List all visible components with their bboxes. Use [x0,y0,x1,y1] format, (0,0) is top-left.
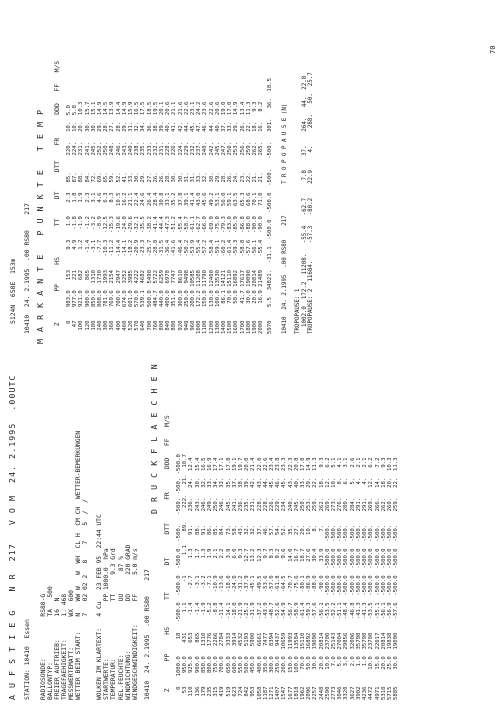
launch-fields [40,431,139,700]
ascent-title: A U F S T I E G N R 217 V O M 24. 2.1995 .00UTC [7,374,17,700]
table-row: 940 250.0 9498 -50.2 -58.7 39.1 31. 229. 44. 22.6 [183,101,190,334]
table-row: 520 601.0 3985 -18.2 -29.6 21.1 33. 240. 31. 15.9 [128,101,135,334]
table-row: 1407 250.0 9437 -52.6 -61.8 9.2 54. 229. 46. 23.8 [275,457,282,700]
table-row: 180 850.0 1310 -3.1 -3.2 3.1 72. 245. 30. 15.1 [90,101,97,334]
table-row: 315 750.0 2266 -8.8 -10.9 2.1 85. 250. 34. 17.4 [213,457,220,700]
table-row: 360 769.6 2154 -11.2 -15.3 8.3 59. 248. 27. 13.9 [109,101,116,334]
table-row: 800 440.0 6259 -31.5 -44.4 30.8 26. 231. 39. 20.1 [159,101,166,334]
table-row: 842 500.0 5193 -25.2 -37.9 12.7 32. 235. 39. 20.0 [244,457,251,700]
table-row: 2448 20.0 20814 -56.1 -90.0 33.9 7. 262. 18. 9.3 [318,457,325,700]
table-row: 136 900.0 865 -1.4 -3.1 1.7 88. 243. 30. 15.4 [194,457,201,700]
table-row: 2096 50.0 16892 -59.3 -86.9 27.6 10. 253. 29. 14.9 [306,457,313,700]
table-row: 2000 16.9 21489 -55.4 -90.0 71.0 21. 265. 16. 8.2 [258,101,265,334]
main-table-columns: Z PP HS TT DT DTT FR DDD FF M/S [163,415,171,700]
tropo-line: TROPOPAUSE: 1 [295,288,302,334]
table-row: 1700 41.7 17617 -58.8 -86.8 65.3 23. 256. 26. 13.4 [239,101,246,334]
significant-points-table [66,102,265,334]
table-row: 235 800.0 1776 -5.2 -7.1 1.9 86. 249. 33. 16.9 [207,457,214,700]
field-line: BALLONTYP: TA 500 [47,586,55,700]
main-table-title: D R U C K F L A E C H E N [149,363,159,514]
table-row: 2773 7.0 25143 -52.2 -500.0 -500.0 -500. 273. 10. 5.1 [331,457,338,700]
table-row: 4236 1.0 35798 -41.3 -500.0 -500.0 -500. 291. 4. 2.1 [362,457,369,700]
table-row: 179 850.0 1310 -1.9 -3.2 1.3 91. 246. 32. 16.5 [200,457,207,700]
tropopause-block [282,72,315,334]
significant-points-last-row: 5970 5.5 34821. -31.1 -500.0 -500.0 -500. -500. 301. 36. 18.5 [267,78,273,334]
table-row: 47 977.0 221 4.9 -1.8 1.8 87. 224. 10. 5.8 [72,104,79,334]
table-row: 3046 5.0 27004 -51.1 -500.0 -500.0 -500. 276. 8. 4.1 [337,457,344,700]
table-row: 623 600.0 3914 -18.0 -24.0 6.0 58. 241. 37. 19.1 [231,457,238,700]
table-row: 3902 1.0 35798 -41.3 -500.0 -500.0 -500. 291. 4. 2.1 [355,457,362,700]
table-row: 4971 15.0 22017 -55.1 -500.0 -500.0 -500. 266. 14. 7.2 [374,457,381,700]
table-row: 920 300.0 8610 -46.4 -55.4 37.8 30. 224. 42. 21.6 [177,101,184,334]
ascent-location: 5124N 658E 153m [9,258,17,324]
field-line: FREIER AUFTRIEB: 16 N [54,597,62,700]
table-row: 760 484.7 5722 -28.8 -41.4 28.4 26. 232. 38. 19.5 [152,101,159,334]
table-row: 1818 100.0 13584 -58.9 -75.6 16.7 27. 245. 40. 20.8 [293,457,300,700]
field-line: WINDRICHTUNG: DD 220 GRAD [124,544,132,700]
tropo-line: TROPOPAUSE: 2 11684. -57.3 -80.2 22.9 4. 288. 50. 25.7 [308,72,315,334]
field-line: RADIOSONDE: RS80-G [40,593,47,700]
table-row: 0 983.0 153 9.3 1.0 2.3 85. 220. 10. 5.0 [66,104,72,334]
table-row: 240 808.0 1730 -7.7 -8.9 4.6 69. 252. 29. 14.9 [97,101,104,334]
table-row: 5715 25.0 19838 -56.9 -500.0 -500.0 -500. 260. 20. 10.3 [386,457,393,700]
table-row: 1500 70.0 15110 -61.4 -83.0 59.1 26. 250. 33. 17.0 [227,101,234,334]
tropo-line: 10410 24. 2.1995 .00 RS80 217 T R O P O P A U S E (N) [282,103,288,334]
table-row: 1187 350.0 7477 -43.9 -53.6 9.7 46. 228. 44. 22.6 [262,457,269,700]
table-row: 1300 100.0 13530 -59.1 -75.0 53.1 29. 245. 40. 20.6 [214,101,221,334]
significant-points-columns: Z PP HS TT DT DTT FR DDD FF M/S [53,60,61,334]
main-table-header: 10410 24. 2.1995 .00 RS80 217 [143,569,151,700]
table-row: 1400 86.1 14121 -60.2 -79.3 56.0 28. 247. 37. 19.0 [221,101,228,334]
table-row: 1271 300.0 8394 -48.7 -57.0 8.3 57. 226. 45. 23.4 [269,457,276,700]
table-row: 840 400.0 6978 -36.4 -47.3 33.1 28. 228. 40. 20.6 [165,101,172,334]
table-row: 110 925.0 653 -1.4 -2.7 1.3 91. 236. 24. 12.4 [188,457,195,700]
page-number: 70 [489,45,497,54]
field-line: TEMPERATUR: TT 9.3 Grd [110,548,118,700]
table-row: 700 500.0 5490 -25.7 -38.2 26.4 27. 233. 36. 18.5 [146,101,153,334]
table-row: 570 570.0 4222 -20.9 -32.1 22.4 30. 238. 32. 16.5 [134,101,141,334]
field-line: REL.FEUCHTE: UU 87 % [117,555,125,700]
table-row: 1200 130.0 12400 -58.4 -69.9 49.2 30. 242. 44. 22.6 [208,101,215,334]
field-line: 7 02 02 2 8 7 5 / / [82,499,90,700]
table-row: 1000 172.2 11208 -55.4 -62.7 43.0 33. 237. 47. 24.2 [196,101,203,334]
table-row: 120 900.0 865 -1.4 -1.2 2.3 84. 241. 30. 15.7 [84,101,91,334]
table-row: 960 200.0 10585 -53.9 -61.1 41.4 31. 232. 45. 23.1 [190,101,197,334]
table-row: 1962 70.0 15110 -61.4 -80.1 18.7 20. 250. 33. 17.0 [300,457,307,700]
table-row: 1600 50.0 16892 -59.3 -85.9 63.5 24. 253. 29. 14.9 [233,101,240,334]
table-row: 419 700.0 2784 -11.4 -13.6 2.2 84. 246. 33. 17.1 [219,457,226,700]
tropo-line: 1002.0 172.2 11208. -55.4 -62.7 7.8 37. 264. 44. 22.8 [301,75,308,334]
field-line: WETTER BEIM START: N WW W W WH CL H CM CH WETTER-BEMERKUNGEN [75,430,83,700]
significant-points-title: M A R K A N T E P U N K T E T E M P [35,108,45,344]
field-line: WOLKEN IM KLARTEXT: 4 Cu 23 FEB 95 22:44 UTC [96,514,104,700]
table-row: 880 351.8 7747 -41.6 -51.2 35.2 30. 226. 41. 21.1 [171,101,178,334]
table-row: 1677 150.0 11993 -56.7 -70.7 14.0 35. 240. 43. 22.3 [287,457,294,700]
table-row: 2257 30.0 19090 -57.6 -88.0 30.4 8. 259. 22. 11.3 [312,457,319,700]
field-line: TRAGEFAEHIGKEIT: 1. 468 [61,586,69,700]
table-row: 2590 10.0 23700 -53.5 -500.0 -500.0 -500. 269. 12. 6.2 [324,457,331,700]
table-row: 300 781.0 1993 -10.3 -12.5 6.3 65. 250. 28. 14.5 [103,101,110,334]
table-row: 53 950.0 431 1.1 -1 1.1 89. 222. 21. 10.7 [182,454,189,700]
table-row: 519 650.0 3333 -14.1 -18.0 3.9 73. 245. 35. 17.8 [225,457,232,700]
field-line: STARTWERTE: PP 1000.0 hPa [103,548,111,700]
table-row: 640 539.1 4682 -23.3 -35.5 24.6 29. 235. 34. 17.5 [140,101,147,334]
significant-points-header: 10410 24. 2.1995 .00 RS80 217 [23,203,31,334]
table-row: 0 1000.0 18 -500.0 -500.0 -500.0 -500. -500. -500. -500.0 [176,454,182,700]
table-row: 5885 30.0 19090 -57.6 -500.0 -500.0 -500. 259. 22. 11.3 [393,457,400,700]
table-row: 3320 3.0 29856 -48.4 -500.0 -500.0 -500. 280. 6. 3.1 [343,457,350,700]
table-row: 953 450.0 5900 -31.9 -45.1 13.2 32. 231. 42. 21.4 [250,457,257,700]
table-row: 460 674.0 3252 -14.1 -24.0 16.2 41. 243. 29. 14.9 [121,101,128,334]
station-line: STATION: 10410 Essen [23,619,31,700]
table-row: 3627 2.0 32006 -46.8 -500.0 -500.0 -500. 284. 5. 2.6 [349,457,356,700]
table-row: 4472 10.0 23700 -53.5 -500.0 -500.0 -500. 269. 12. 6.2 [368,457,375,700]
table-row: 5310 20.0 20814 -56.1 -500.0 -500.0 -500. 262. 18. 9.3 [380,457,387,700]
table-row: 400 700.0 2947 -14.4 -19.6 10.5 52. 246. 28. 14.4 [115,101,122,334]
table-row: 1547 200.0 10659 -54.9 -64.5 9.6 52. 234. 45. 23.3 [281,457,288,700]
table-row: 1100 150.0 11790 -57.2 -66.0 45.6 32. 240. 46. 23.6 [202,101,209,334]
field-line: WINDGESCHWINDIGKEIT: FF 5.0 m/s [131,548,139,700]
main-table [176,454,399,700]
field-line: MESSWERTEMATT: WX 600 [68,590,76,700]
table-row: 724 550.0 4532 -21.9 -31.2 9.3 43. 236. 38. 19.7 [238,457,245,700]
table-row: 1058 400.0 6661 -37.2 -49.5 12.3 37. 228. 43. 22.0 [256,457,263,700]
table-row: 1900 20.0 20814 -56.1 -90.0 70.1 21. 262. 18. 9.3 [252,101,259,334]
table-row: 1800 30.0 19090 -57.6 -88.0 68.6 22. 259. 22. 11.3 [245,101,252,334]
table-row: 100 921.0 682 1.2 -1.9 1.9 88. 231. 20. 10.3 [78,101,85,334]
